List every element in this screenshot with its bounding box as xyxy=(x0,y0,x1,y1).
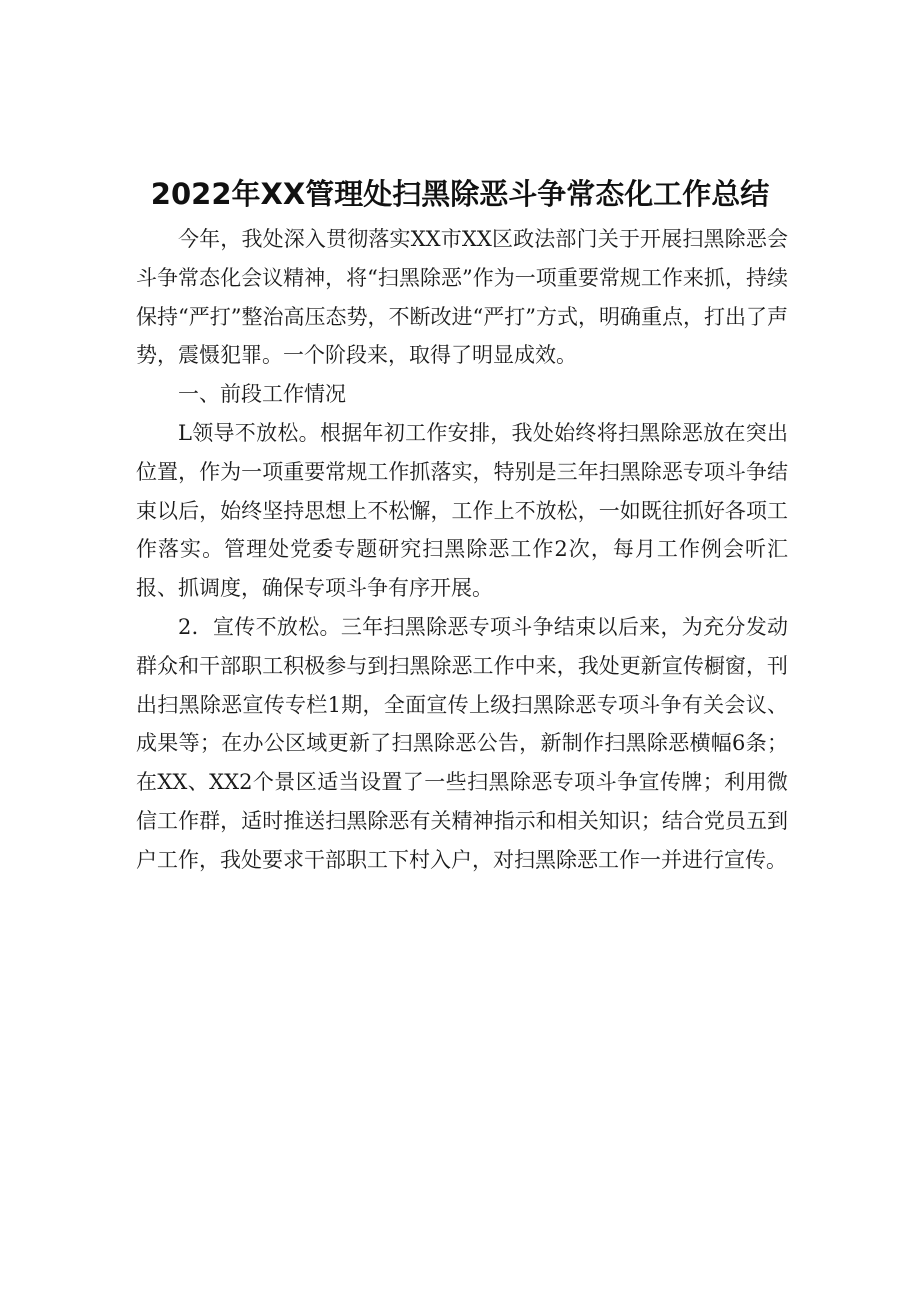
paragraph-intro: 今年，我处深入贯彻落实XX市XX区政法部门关于开展扫黑除恶会斗争常态化会议精神，将“扫黑除恶”作为一项重要常规工作来抓，持续保持“严打”整治高压态势，不断改进“严打”方式，明确重点，打出了声势，震慑犯罪。一个阶段来，取得了明显成效。 xyxy=(136,227,788,368)
paragraph-publicity: 2．宣传不放松。三年扫黑除恶专项斗争结束以后来，为充分发动群众和干部职工积极参与到扫黑除恶工作中来，我处更新宣传橱窗，刊出扫黑除恶宣传专栏1期，全面宣传上级扫黑除恶专项斗争有关会议、成果等；在办公区域更新了扫黑除恶公告，新制作扫黑除恶横幅6条；在XX、XX2个景区适当设置了一些扫黑除恶专项斗争宣传牌；利用微信工作群，适时推送扫黑除恶有关精神指示和相关知识；结合党员五到户工作，我处要求干部职工下村入户，对扫黑除恶工作一并进行宣传。 xyxy=(136,614,788,872)
document-title: 2022年XX管理处扫黑除恶斗争常态化工作总结 xyxy=(150,177,770,211)
paragraph-leadership: L领导不放松。根据年初工作安排，我处始终将扫黑除恶放在突出位置，作为一项重要常规工作抓落实，特别是三年扫黑除恶专项斗争结束以后，始终坚持思想上不松懈，工作上不放松，一如既往抓好各项工作落实。管理处党委专题研究扫黑除恶工作2次，每月工作例会听汇报、抓调度，确保专项斗争有序开展。 xyxy=(136,420,788,601)
document-body xyxy=(136,220,788,880)
section-heading-previous-work: 一、前段工作情况 xyxy=(178,382,346,407)
